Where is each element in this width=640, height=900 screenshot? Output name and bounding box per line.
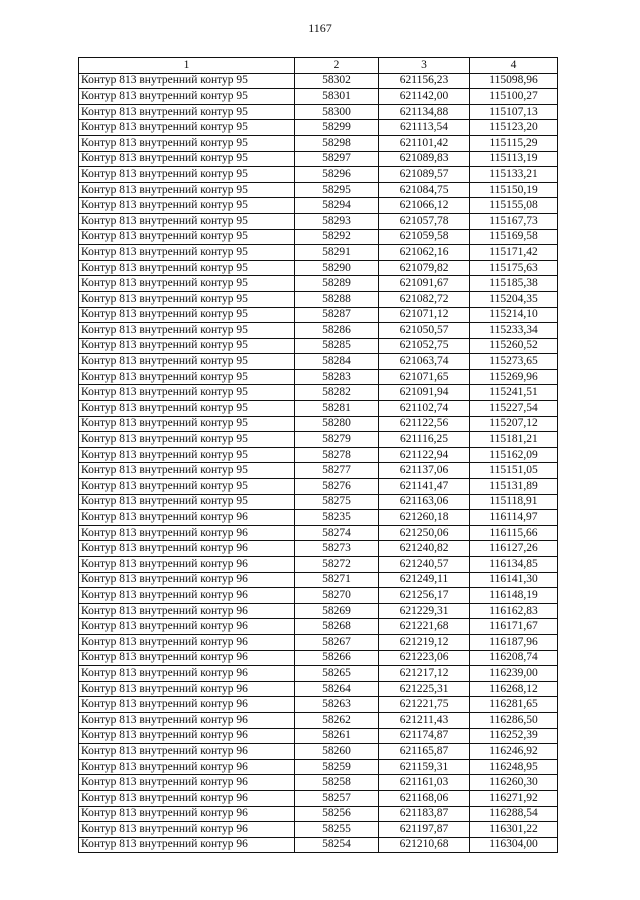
x-coordinate-cell: 621225,31 xyxy=(379,681,470,697)
y-coordinate-cell: 116187,96 xyxy=(470,634,558,650)
y-coordinate-cell: 115185,38 xyxy=(470,276,558,292)
x-coordinate-cell: 621089,57 xyxy=(379,167,470,183)
x-coordinate-cell: 621059,58 xyxy=(379,229,470,245)
point-number-cell: 58264 xyxy=(295,681,379,697)
x-coordinate-cell: 621062,16 xyxy=(379,245,470,261)
table-row xyxy=(79,432,558,448)
contour-name-cell: Контур 813 внутренний контур 95 xyxy=(79,245,295,261)
contour-name-cell: Контур 813 внутренний контур 95 xyxy=(79,432,295,448)
y-coordinate-cell: 116239,00 xyxy=(470,666,558,682)
point-number-cell: 58266 xyxy=(295,650,379,666)
x-coordinate-cell: 621057,78 xyxy=(379,213,470,229)
table-row xyxy=(79,666,558,682)
table-row xyxy=(79,104,558,120)
contour-name-cell: Контур 813 внутренний контур 96 xyxy=(79,525,295,541)
contour-name-cell: Контур 813 внутренний контур 96 xyxy=(79,744,295,760)
contour-name-cell: Контур 813 внутренний контур 95 xyxy=(79,104,295,120)
table-row xyxy=(79,759,558,775)
table-row xyxy=(79,307,558,323)
x-coordinate-cell: 621156,23 xyxy=(379,73,470,89)
table-row xyxy=(79,323,558,339)
contour-name-cell: Контур 813 внутренний контур 95 xyxy=(79,479,295,495)
table-row xyxy=(79,447,558,463)
contour-name-cell: Контур 813 внутренний контур 95 xyxy=(79,135,295,151)
contour-name-cell: Контур 813 внутренний контур 96 xyxy=(79,619,295,635)
contour-name-cell: Контур 813 внутренний контур 96 xyxy=(79,759,295,775)
x-coordinate-cell: 621102,74 xyxy=(379,401,470,417)
contour-name-cell: Контур 813 внутренний контур 95 xyxy=(79,307,295,323)
point-number-cell: 58263 xyxy=(295,697,379,713)
point-number-cell: 58254 xyxy=(295,837,379,853)
point-number-cell: 58284 xyxy=(295,354,379,370)
contour-name-cell: Контур 813 внутренний контур 96 xyxy=(79,837,295,853)
x-coordinate-cell: 621163,06 xyxy=(379,494,470,510)
point-number-cell: 58272 xyxy=(295,557,379,573)
y-coordinate-cell: 115151,05 xyxy=(470,463,558,479)
table-row xyxy=(79,401,558,417)
contour-name-cell: Контур 813 внутренний контур 95 xyxy=(79,276,295,292)
y-coordinate-cell: 115123,20 xyxy=(470,120,558,136)
x-coordinate-cell: 621219,12 xyxy=(379,634,470,650)
x-coordinate-cell: 621141,47 xyxy=(379,479,470,495)
table-row xyxy=(79,198,558,214)
table-row xyxy=(79,634,558,650)
point-number-cell: 58285 xyxy=(295,338,379,354)
point-number-cell: 58276 xyxy=(295,479,379,495)
y-coordinate-cell: 115107,13 xyxy=(470,104,558,120)
table-row xyxy=(79,837,558,853)
y-coordinate-cell: 116286,50 xyxy=(470,712,558,728)
point-number-cell: 58268 xyxy=(295,619,379,635)
table-row xyxy=(79,229,558,245)
table-row xyxy=(79,525,558,541)
x-coordinate-cell: 621066,12 xyxy=(379,198,470,214)
table-row xyxy=(79,167,558,183)
x-coordinate-cell: 621217,12 xyxy=(379,666,470,682)
y-coordinate-cell: 116246,92 xyxy=(470,744,558,760)
point-number-cell: 58235 xyxy=(295,510,379,526)
y-coordinate-cell: 115227,54 xyxy=(470,401,558,417)
point-number-cell: 58282 xyxy=(295,385,379,401)
table-row xyxy=(79,775,558,791)
x-coordinate-cell: 621116,25 xyxy=(379,432,470,448)
x-coordinate-cell: 621260,18 xyxy=(379,510,470,526)
x-coordinate-cell: 621082,72 xyxy=(379,291,470,307)
x-coordinate-cell: 621197,87 xyxy=(379,822,470,838)
x-coordinate-cell: 621134,88 xyxy=(379,104,470,120)
y-coordinate-cell: 116288,54 xyxy=(470,806,558,822)
point-number-cell: 58267 xyxy=(295,634,379,650)
contour-name-cell: Контур 813 внутренний контур 95 xyxy=(79,167,295,183)
y-coordinate-cell: 115260,52 xyxy=(470,338,558,354)
contour-name-cell: Контур 813 внутренний контур 95 xyxy=(79,354,295,370)
point-number-cell: 58258 xyxy=(295,775,379,791)
contour-name-cell: Контур 813 внутренний контур 96 xyxy=(79,790,295,806)
contour-name-cell: Контур 813 внутренний контур 95 xyxy=(79,463,295,479)
x-coordinate-cell: 621113,54 xyxy=(379,120,470,136)
x-coordinate-cell: 621211,43 xyxy=(379,712,470,728)
x-coordinate-cell: 621250,06 xyxy=(379,525,470,541)
y-coordinate-cell: 116301,22 xyxy=(470,822,558,838)
y-coordinate-cell: 115233,34 xyxy=(470,323,558,339)
y-coordinate-cell: 115167,73 xyxy=(470,213,558,229)
table-row xyxy=(79,744,558,760)
point-number-cell: 58283 xyxy=(295,369,379,385)
point-number-cell: 58297 xyxy=(295,151,379,167)
y-coordinate-cell: 116281,65 xyxy=(470,697,558,713)
y-coordinate-cell: 116114,97 xyxy=(470,510,558,526)
contour-name-cell: Контур 813 внутренний контур 96 xyxy=(79,806,295,822)
point-number-cell: 58287 xyxy=(295,307,379,323)
x-coordinate-cell: 621091,67 xyxy=(379,276,470,292)
x-coordinate-cell: 621161,03 xyxy=(379,775,470,791)
x-coordinate-cell: 621240,57 xyxy=(379,557,470,573)
point-number-cell: 58277 xyxy=(295,463,379,479)
point-number-cell: 58294 xyxy=(295,198,379,214)
point-number-cell: 58298 xyxy=(295,135,379,151)
table-row xyxy=(79,697,558,713)
point-number-cell: 58281 xyxy=(295,401,379,417)
point-number-cell: 58262 xyxy=(295,712,379,728)
contour-name-cell: Контур 813 внутренний контур 95 xyxy=(79,198,295,214)
contour-name-cell: Контур 813 внутренний контур 95 xyxy=(79,416,295,432)
contour-name-cell: Контур 813 внутренний контур 95 xyxy=(79,229,295,245)
y-coordinate-cell: 116134,85 xyxy=(470,557,558,573)
x-coordinate-cell: 621063,74 xyxy=(379,354,470,370)
page-number: 1167 xyxy=(308,21,332,35)
contour-name-cell: Контур 813 внутренний контур 96 xyxy=(79,650,295,666)
table-row xyxy=(79,619,558,635)
y-coordinate-cell: 115269,96 xyxy=(470,369,558,385)
column-header-2: 2 xyxy=(295,58,379,74)
contour-name-cell: Контур 813 внутренний контур 96 xyxy=(79,541,295,557)
contour-name-cell: Контур 813 внутренний контур 96 xyxy=(79,557,295,573)
contour-name-cell: Контур 813 внутренний контур 96 xyxy=(79,681,295,697)
x-coordinate-cell: 621240,82 xyxy=(379,541,470,557)
point-number-cell: 58265 xyxy=(295,666,379,682)
point-number-cell: 58300 xyxy=(295,104,379,120)
table-row xyxy=(79,557,558,573)
table-row xyxy=(79,588,558,604)
x-coordinate-cell: 621052,75 xyxy=(379,338,470,354)
point-number-cell: 58280 xyxy=(295,416,379,432)
y-coordinate-cell: 115204,35 xyxy=(470,291,558,307)
contour-name-cell: Контур 813 внутренний контур 96 xyxy=(79,822,295,838)
x-coordinate-cell: 621249,11 xyxy=(379,572,470,588)
y-coordinate-cell: 116127,26 xyxy=(470,541,558,557)
point-number-cell: 58286 xyxy=(295,323,379,339)
table-row xyxy=(79,728,558,744)
x-coordinate-cell: 621142,00 xyxy=(379,89,470,105)
x-coordinate-cell: 621079,82 xyxy=(379,260,470,276)
contour-name-cell: Контур 813 внутренний контур 95 xyxy=(79,385,295,401)
table-row xyxy=(79,89,558,105)
contour-name-cell: Контур 813 внутренний контур 95 xyxy=(79,401,295,417)
table-row xyxy=(79,245,558,261)
table-row xyxy=(79,213,558,229)
point-number-cell: 58259 xyxy=(295,759,379,775)
table-row xyxy=(79,822,558,838)
point-number-cell: 58299 xyxy=(295,120,379,136)
contour-name-cell: Контур 813 внутренний контур 96 xyxy=(79,603,295,619)
x-coordinate-cell: 621256,17 xyxy=(379,588,470,604)
contour-name-cell: Контур 813 внутренний контур 95 xyxy=(79,447,295,463)
contour-name-cell: Контур 813 внутренний контур 96 xyxy=(79,712,295,728)
table-row xyxy=(79,73,558,89)
table-row xyxy=(79,354,558,370)
x-coordinate-cell: 621223,06 xyxy=(379,650,470,666)
point-number-cell: 58293 xyxy=(295,213,379,229)
y-coordinate-cell: 115162,09 xyxy=(470,447,558,463)
y-coordinate-cell: 116141,30 xyxy=(470,572,558,588)
x-coordinate-cell: 621221,75 xyxy=(379,697,470,713)
table-row xyxy=(79,650,558,666)
y-coordinate-cell: 116171,67 xyxy=(470,619,558,635)
y-coordinate-cell: 115131,89 xyxy=(470,479,558,495)
point-number-cell: 58275 xyxy=(295,494,379,510)
table-row xyxy=(79,369,558,385)
table-row xyxy=(79,260,558,276)
x-coordinate-cell: 621137,06 xyxy=(379,463,470,479)
point-number-cell: 58301 xyxy=(295,89,379,105)
contour-name-cell: Контур 813 внутренний контур 96 xyxy=(79,666,295,682)
table-row xyxy=(79,276,558,292)
contour-name-cell: Контур 813 внутренний контур 95 xyxy=(79,291,295,307)
table-row xyxy=(79,681,558,697)
y-coordinate-cell: 115181,21 xyxy=(470,432,558,448)
table-row xyxy=(79,151,558,167)
contour-name-cell: Контур 813 внутренний контур 96 xyxy=(79,634,295,650)
contour-name-cell: Контур 813 внутренний контур 95 xyxy=(79,323,295,339)
y-coordinate-cell: 116304,00 xyxy=(470,837,558,853)
point-number-cell: 58270 xyxy=(295,588,379,604)
point-number-cell: 58290 xyxy=(295,260,379,276)
point-number-cell: 58260 xyxy=(295,744,379,760)
contour-name-cell: Контур 813 внутренний контур 95 xyxy=(79,182,295,198)
y-coordinate-cell: 116162,83 xyxy=(470,603,558,619)
y-coordinate-cell: 115207,12 xyxy=(470,416,558,432)
y-coordinate-cell: 116115,66 xyxy=(470,525,558,541)
table-row xyxy=(79,494,558,510)
point-number-cell: 58288 xyxy=(295,291,379,307)
x-coordinate-cell: 621122,56 xyxy=(379,416,470,432)
table-row xyxy=(79,510,558,526)
point-number-cell: 58292 xyxy=(295,229,379,245)
y-coordinate-cell: 115133,21 xyxy=(470,167,558,183)
table-row xyxy=(79,135,558,151)
y-coordinate-cell: 116148,19 xyxy=(470,588,558,604)
table-header xyxy=(79,58,558,74)
contour-name-cell: Контур 813 внутренний контур 96 xyxy=(79,775,295,791)
x-coordinate-cell: 621122,94 xyxy=(379,447,470,463)
x-coordinate-cell: 621168,06 xyxy=(379,790,470,806)
x-coordinate-cell: 621101,42 xyxy=(379,135,470,151)
point-number-cell: 58255 xyxy=(295,822,379,838)
point-number-cell: 58271 xyxy=(295,572,379,588)
y-coordinate-cell: 116208,74 xyxy=(470,650,558,666)
table-row xyxy=(79,120,558,136)
x-coordinate-cell: 621071,65 xyxy=(379,369,470,385)
contour-name-cell: Контур 813 внутренний контур 96 xyxy=(79,510,295,526)
coordinates-table xyxy=(78,57,558,853)
point-number-cell: 58295 xyxy=(295,182,379,198)
table-row xyxy=(79,572,558,588)
y-coordinate-cell: 116248,95 xyxy=(470,759,558,775)
x-coordinate-cell: 621221,68 xyxy=(379,619,470,635)
y-coordinate-cell: 115241,51 xyxy=(470,385,558,401)
contour-name-cell: Контур 813 внутренний контур 95 xyxy=(79,494,295,510)
point-number-cell: 58291 xyxy=(295,245,379,261)
table-row xyxy=(79,463,558,479)
contour-name-cell: Контур 813 внутренний контур 95 xyxy=(79,213,295,229)
table-row xyxy=(79,712,558,728)
header-row xyxy=(79,58,558,74)
table-row xyxy=(79,541,558,557)
y-coordinate-cell: 115100,27 xyxy=(470,89,558,105)
table-row xyxy=(79,416,558,432)
table-body xyxy=(79,73,558,853)
contour-name-cell: Контур 813 внутренний контур 95 xyxy=(79,120,295,136)
point-number-cell: 58296 xyxy=(295,167,379,183)
table-row xyxy=(79,291,558,307)
x-coordinate-cell: 621071,12 xyxy=(379,307,470,323)
point-number-cell: 58257 xyxy=(295,790,379,806)
point-number-cell: 58269 xyxy=(295,603,379,619)
table-row xyxy=(79,790,558,806)
y-coordinate-cell: 115169,58 xyxy=(470,229,558,245)
contour-name-cell: Контур 813 внутренний контур 96 xyxy=(79,728,295,744)
y-coordinate-cell: 115175,63 xyxy=(470,260,558,276)
y-coordinate-cell: 116260,30 xyxy=(470,775,558,791)
point-number-cell: 58273 xyxy=(295,541,379,557)
table-row xyxy=(79,385,558,401)
x-coordinate-cell: 621229,31 xyxy=(379,603,470,619)
x-coordinate-cell: 621210,68 xyxy=(379,837,470,853)
point-number-cell: 58289 xyxy=(295,276,379,292)
y-coordinate-cell: 115150,19 xyxy=(470,182,558,198)
x-coordinate-cell: 621165,87 xyxy=(379,744,470,760)
x-coordinate-cell: 621091,94 xyxy=(379,385,470,401)
y-coordinate-cell: 115098,96 xyxy=(470,73,558,89)
table-row xyxy=(79,338,558,354)
table-row xyxy=(79,806,558,822)
contour-name-cell: Контур 813 внутренний контур 95 xyxy=(79,260,295,276)
contour-name-cell: Контур 813 внутренний контур 95 xyxy=(79,338,295,354)
contour-name-cell: Контур 813 внутренний контур 96 xyxy=(79,572,295,588)
point-number-cell: 58256 xyxy=(295,806,379,822)
x-coordinate-cell: 621050,57 xyxy=(379,323,470,339)
point-number-cell: 58274 xyxy=(295,525,379,541)
y-coordinate-cell: 116252,39 xyxy=(470,728,558,744)
y-coordinate-cell: 115273,65 xyxy=(470,354,558,370)
contour-name-cell: Контур 813 внутренний контур 95 xyxy=(79,369,295,385)
x-coordinate-cell: 621183,87 xyxy=(379,806,470,822)
y-coordinate-cell: 115113,19 xyxy=(470,151,558,167)
contour-name-cell: Контур 813 внутренний контур 95 xyxy=(79,151,295,167)
y-coordinate-cell: 115115,29 xyxy=(470,135,558,151)
column-header-4: 4 xyxy=(470,58,558,74)
y-coordinate-cell: 116268,12 xyxy=(470,681,558,697)
x-coordinate-cell: 621089,83 xyxy=(379,151,470,167)
x-coordinate-cell: 621174,87 xyxy=(379,728,470,744)
column-header-1: 1 xyxy=(79,58,295,74)
y-coordinate-cell: 115155,08 xyxy=(470,198,558,214)
contour-name-cell: Контур 813 внутренний контур 95 xyxy=(79,89,295,105)
table-row xyxy=(79,479,558,495)
table-row xyxy=(79,603,558,619)
point-number-cell: 58278 xyxy=(295,447,379,463)
x-coordinate-cell: 621159,31 xyxy=(379,759,470,775)
contour-name-cell: Контур 813 внутренний контур 96 xyxy=(79,697,295,713)
table-row xyxy=(79,182,558,198)
point-number-cell: 58279 xyxy=(295,432,379,448)
y-coordinate-cell: 115171,42 xyxy=(470,245,558,261)
point-number-cell: 58261 xyxy=(295,728,379,744)
y-coordinate-cell: 116271,92 xyxy=(470,790,558,806)
y-coordinate-cell: 115118,91 xyxy=(470,494,558,510)
contour-name-cell: Контур 813 внутренний контур 96 xyxy=(79,588,295,604)
x-coordinate-cell: 621084,75 xyxy=(379,182,470,198)
y-coordinate-cell: 115214,10 xyxy=(470,307,558,323)
contour-name-cell: Контур 813 внутренний контур 95 xyxy=(79,73,295,89)
column-header-3: 3 xyxy=(379,58,470,74)
point-number-cell: 58302 xyxy=(295,73,379,89)
